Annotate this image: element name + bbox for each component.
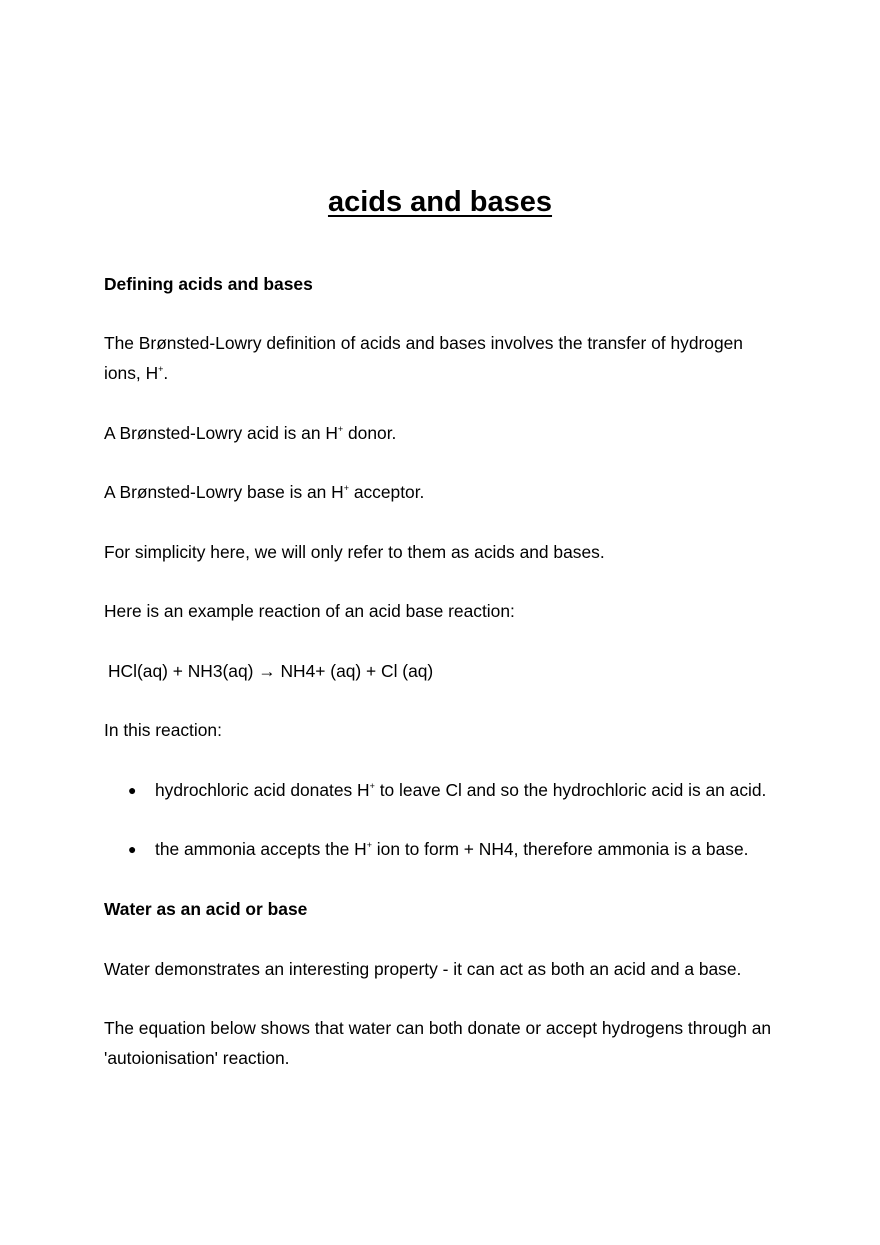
paragraph-text-end: donor. xyxy=(343,423,397,443)
section-heading-defining: Defining acids and bases xyxy=(104,274,313,294)
superscript-plus: + xyxy=(343,483,349,493)
section-heading-water: Water as an acid or base xyxy=(104,899,308,919)
paragraph-example-intro: Here is an example reaction of an acid base reaction: xyxy=(104,601,515,621)
superscript-plus: + xyxy=(337,424,344,434)
paragraph-simplicity: For simplicity here, we will only refer to them as acids and bases. xyxy=(104,542,605,562)
list-item-text xyxy=(155,775,766,805)
paragraph-text-end: . xyxy=(163,363,169,383)
paragraph-text: A Brønsted-Lowry base is an H xyxy=(104,482,344,502)
superscript-plus: + xyxy=(369,781,375,791)
paragraph-text: The Brønsted-Lowry definition of acids and bases involves the transfer of hydrogen ions, H xyxy=(104,333,743,383)
page-title: acids and bases xyxy=(327,186,553,218)
superscript-plus: + xyxy=(366,840,372,850)
paragraph-autoionisation: The equation below shows that water can both donate or accept hydrogens through an 'autoionisation' reaction. xyxy=(104,1018,772,1068)
bullet-icon: ● xyxy=(128,782,137,798)
paragraph-in-this-reaction: In this reaction: xyxy=(104,720,222,740)
list-item-text-start: hydrochloric acid donates H xyxy=(155,780,370,800)
paragraph-base-definition xyxy=(104,477,776,507)
paragraph-text: A Brønsted-Lowry acid is an H xyxy=(104,423,338,443)
superscript-plus: + xyxy=(158,364,164,374)
paragraph-bronsted-definition xyxy=(104,328,776,388)
paragraph-acid-definition xyxy=(104,418,776,448)
list-item-text-start: the ammonia accepts the H xyxy=(155,839,367,859)
paragraph-water-property: Water demonstrates an interesting property - it can act as both an acid and a base. xyxy=(104,959,742,979)
reaction-equation: HCl(aq) + NH3(aq) → NH4+ (aq) + Cl (aq) xyxy=(108,661,434,681)
list-item-text-end: ion to form + NH4, therefore ammonia is a base. xyxy=(371,839,749,859)
paragraph-text-end: acceptor. xyxy=(348,482,425,502)
list-item-text xyxy=(155,834,748,864)
bullet-icon: ● xyxy=(128,841,137,857)
list-item-text-end: to leave Cl and so the hydrochloric acid is an acid. xyxy=(374,780,767,800)
